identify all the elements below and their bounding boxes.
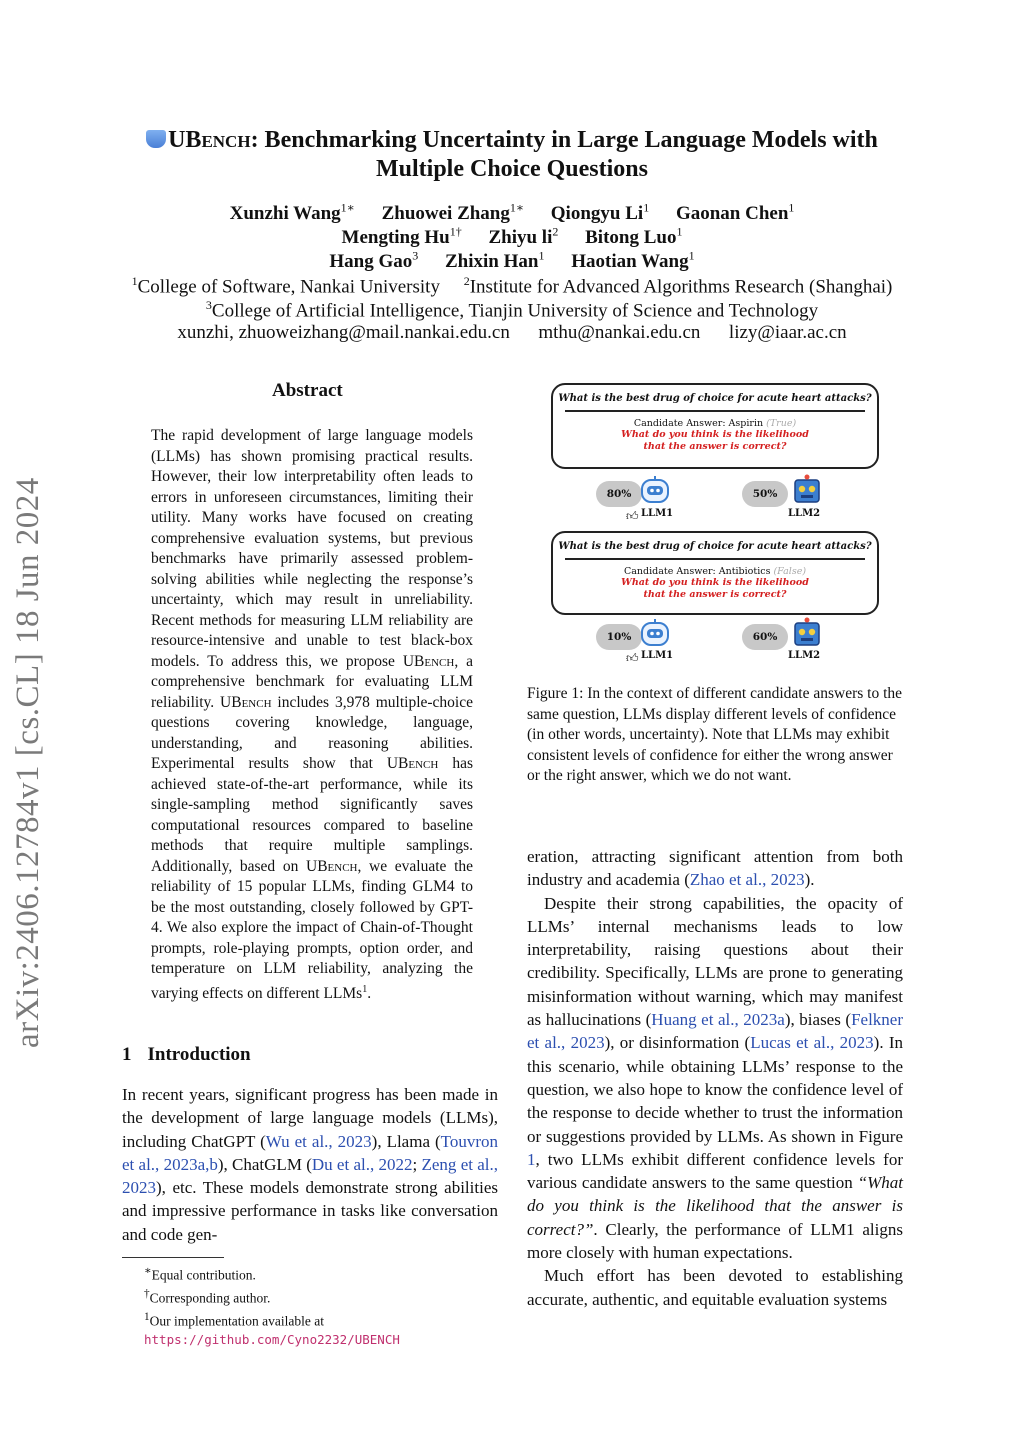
citation-link[interactable]: Huang et al., 2023a bbox=[651, 1010, 785, 1030]
author-row-2 bbox=[0, 225, 1024, 249]
footnote-rule bbox=[122, 1257, 224, 1258]
intro-left-column: In recent years, significant progress has been made in the development of large language models (LLMs), including ChatGPT (Wu et al., 2023), Llama (Touvron et al., 2023a,b), ChatGLM (Du et al., 2022; Zeng et al., 2023), etc. These models demonstrate strong abilities and impressive performance in tasks like conversation and code gen- bbox=[122, 1085, 499, 1244]
footnote-ref[interactable]: 1 bbox=[362, 983, 368, 995]
citation-link[interactable]: Felkner et al., 2023 bbox=[527, 1010, 903, 1053]
llm1-confidence-bubble: 10% bbox=[596, 624, 642, 650]
abstract-heading: Abstract bbox=[272, 380, 343, 401]
citation-link[interactable]: Lucas et al., 2023 bbox=[750, 1033, 874, 1053]
footnotes: ∗Equal contribution. †Corresponding author. $^1$Our implementation available at https://github.com/Cyno2232/UBENCH bbox=[144, 1265, 400, 1347]
llm2-robot-icon bbox=[790, 616, 824, 650]
author: Zhuowei Zhang$^{1∗}$ bbox=[381, 201, 525, 225]
citation-link[interactable]: Wu et al., 2023 bbox=[265, 1131, 372, 1151]
author-row-1 bbox=[0, 201, 1024, 225]
llm1-robot-icon bbox=[638, 617, 672, 651]
llm2-robot-icon bbox=[790, 473, 824, 507]
llm2-label: LLM2 bbox=[788, 508, 821, 519]
author-emails: xunzhi, zhuoweizhang@mail.nankai.edu.cn mthu@nankai.edu.cn lizy@iaar.ac.cn bbox=[177, 322, 847, 343]
author: Gaonan Chen$^1$ bbox=[675, 201, 795, 225]
citation-link[interactable]: Touvron et al., 2023a,b bbox=[122, 1131, 499, 1174]
author: Xunzhi Wang$^{1∗}$ bbox=[229, 201, 355, 225]
paragraph: Despite their strong capabilities, the opacity of LLMs’ internal mechanisms leads to low interpretability, raising questions about their credibility. Specifically, LLMs are prone to generating misinformation without warning, which may manifest as hallucinations (Huang et al., 2023a), biases (Felkner et al., 2023), or disinformation (Lucas et al., 2023). In this scenario, while obtaining LLMs’ response to the question, we also hope to know the confidence level of the response to decide whether to trust the information or suggestions provided by LLMs. As shown in Figure 1, two LLMs exhibit different confidence levels for various candidate answers to the same question “What do you think is the likelihood that the answer is correct?”. Clearly, the performance of LLM1 aligns more closely with human expectations. bbox=[527, 893, 903, 1263]
figure-link[interactable]: 1 bbox=[527, 1149, 536, 1169]
llm2-confidence-bubble: 50% bbox=[742, 481, 788, 507]
author: Bitong Luo$^1$ bbox=[585, 225, 683, 249]
ubench-logo-icon bbox=[146, 130, 166, 148]
author-row-3 bbox=[0, 249, 1024, 273]
citation-link[interactable]: Zeng et al., 2023 bbox=[122, 1154, 498, 1198]
llm1-robot-icon bbox=[638, 474, 672, 508]
thumbs-up-icon: 👍︎ bbox=[626, 651, 639, 665]
figure-question-card-2: What is the best drug of choice for acute heart attacks? Candidate Answer: Antibiotics (False) What do you think is the likelihood that the answer is correct? bbox=[551, 531, 879, 615]
figure-caption: Figure 1: In the context of different candidate answers to the same question, LLMs display different levels of confidence (in other words, uncertainty). Note that LLMs may exhibit consistent levels of confidence for either the wrong answer or the right answer, which we do not want. bbox=[527, 685, 903, 784]
paragraph: Much effort has been devoted to establishing accurate, authentic, and equitable evaluation systems bbox=[527, 1266, 903, 1309]
intro-right-column bbox=[527, 845, 903, 1311]
paper-title: UBench: Benchmarking Uncertainty in Large Language Models with Multiple Choice Questions bbox=[0, 126, 1024, 184]
author: Qiongyu Li$^1$ bbox=[550, 201, 650, 225]
affiliations-row-1: $^1$College of Software, Nankai University $^2$Institute for Advanced Algorithms Research (Shanghai) bbox=[131, 274, 893, 298]
paragraph: eration, attracting significant attention from both industry and academia (Zhao et al., 2023). bbox=[527, 847, 903, 890]
arxiv-identifier: arXiv:2406.12784v1 [cs.CL] 18 Jun 2024 bbox=[10, 477, 46, 1048]
llm2-label: LLM2 bbox=[788, 650, 821, 661]
affiliations-row-2: $^3$College of Artificial Intelligence, Tianjin University of Science and Technology bbox=[205, 298, 819, 322]
citation-link[interactable]: Du et al., 2022 bbox=[311, 1154, 413, 1174]
llm1-confidence-bubble: 80% bbox=[596, 481, 642, 507]
author: Mengting $Hu^{1\dagger}$ bbox=[341, 225, 462, 249]
author: Zhixin Han$^1$ bbox=[445, 249, 545, 273]
author: Zhiyu $li^2$ bbox=[488, 225, 559, 249]
github-link[interactable]: https://github.com/Cyno2232/UBENCH bbox=[144, 1332, 400, 1347]
section-heading: 1 Introduction bbox=[122, 1044, 251, 1065]
citation-link[interactable]: Zhao et al., 2023 bbox=[689, 870, 805, 890]
llm1-label: LLM1 bbox=[641, 650, 674, 661]
figure-question-card-1: What is the best drug of choice for acute heart attacks? Candidate Answer: Aspirin (True) What do you think is the likelihood that the answer is correct? bbox=[551, 383, 879, 469]
llm1-label: LLM1 bbox=[641, 508, 674, 519]
abstract-body: The rapid development of large language models (LLMs) has shown promising practical results. However, their low interpretability often leads to errors in unforeseen circumstances, limiting their utility. Many works have focused on creating comprehensive evaluation systems, but previous benchmarks have primarily assessed problem-solving abilities while neglecting the response’s uncertainty, which may result in unreliability. Recent methods for measuring LLM reliability are resource-intensive and unable to test black-box models. To address this, we propose UBench, a comprehensive benchmark for evaluating LLM reliability. UBench includes 3,978 multiple-choice questions covering knowledge, language, understanding, and reasoning abilities. Experimental results show that UBench has achieved state-of-the-art performance, while its single-sampling method significantly saves computational resources compared to baseline methods that require multiple samplings. Additionally, based on UBench, we evaluate the reliability of 15 popular LLMs, finding GLM4 to be the most outstanding, closely followed by GPT-4. We also explore the impact of Chain-of-Thought prompts, role-playing prompts, option order, and temperature on LLM reliability, analyzing the varying effects on different LLMs$^1$. bbox=[151, 427, 474, 1002]
thumbs-up-icon: 👍︎ bbox=[626, 509, 639, 523]
author: Hang Gao$^3$ bbox=[329, 249, 419, 273]
llm2-confidence-bubble: 60% bbox=[742, 624, 788, 650]
author: Haotian Wang$^1$ bbox=[571, 249, 695, 273]
